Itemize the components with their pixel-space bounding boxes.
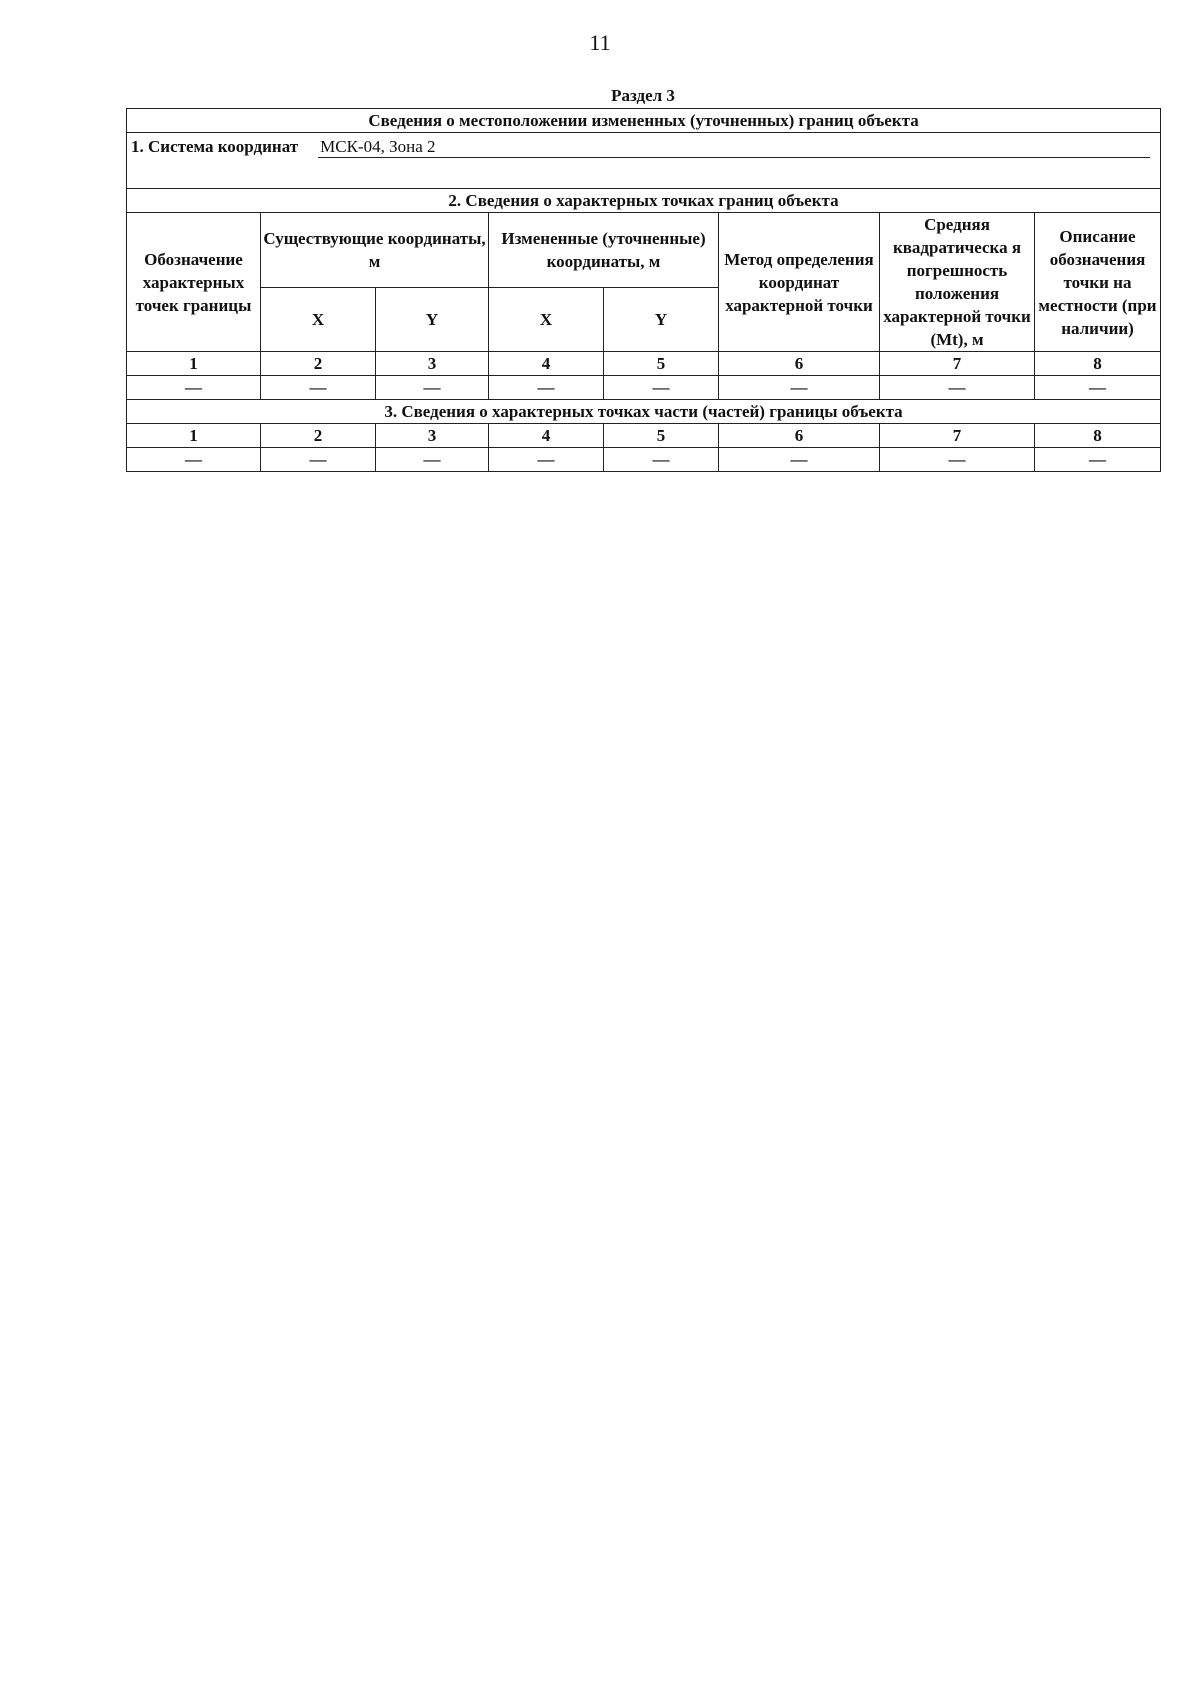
table-cell: — xyxy=(880,448,1035,472)
column-number: 7 xyxy=(880,352,1035,376)
table-cell: — xyxy=(261,376,376,400)
table-cell: — xyxy=(489,448,604,472)
coord-system-label: 1. Система координат xyxy=(131,137,299,156)
subsection2-title: 2. Сведения о характерных точках границ объекта xyxy=(127,189,1161,213)
table-row xyxy=(127,448,1161,472)
table-cell: — xyxy=(880,376,1035,400)
column-number: 2 xyxy=(261,352,376,376)
header-existing-x: X xyxy=(261,288,376,352)
column-number: 3 xyxy=(376,352,489,376)
column-numbers-row xyxy=(127,352,1161,376)
column-number: 4 xyxy=(489,424,604,448)
coord-system-value: МСК-04, Зона 2 xyxy=(318,136,1150,158)
coord-system-cell xyxy=(127,133,1161,189)
header-existing-y: Y xyxy=(376,288,489,352)
table-cell: — xyxy=(1035,376,1161,400)
header-description: Описание обозначения точки на местности (при наличии) xyxy=(1035,213,1161,352)
boundary-coordinates-table xyxy=(126,108,1161,472)
column-number: 8 xyxy=(1035,352,1161,376)
table-cell: — xyxy=(489,376,604,400)
column-number: 4 xyxy=(489,352,604,376)
page-number: 11 xyxy=(589,30,611,55)
column-number: 5 xyxy=(604,352,719,376)
column-numbers-row xyxy=(127,424,1161,448)
table-cell: — xyxy=(376,448,489,472)
table-cell: — xyxy=(719,448,880,472)
header-changed-y: Y xyxy=(604,288,719,352)
table-cell: — xyxy=(127,448,261,472)
header-rmse: Средняя квадратическа я погрешность положения характерной точки (Mt), м xyxy=(880,213,1035,352)
column-number: 1 xyxy=(127,424,261,448)
header-designation: Обозначение характерных точек границы xyxy=(127,213,261,352)
table-cell: — xyxy=(1035,448,1161,472)
table-cell: — xyxy=(604,448,719,472)
column-number: 3 xyxy=(376,424,489,448)
table-cell: — xyxy=(127,376,261,400)
subsection3-title: 3. Сведения о характерных точках части (частей) границы объекта xyxy=(127,400,1161,424)
column-number: 8 xyxy=(1035,424,1161,448)
column-number: 1 xyxy=(127,352,261,376)
table-cell: — xyxy=(261,448,376,472)
column-number: 6 xyxy=(719,352,880,376)
column-number: 6 xyxy=(719,424,880,448)
header-changed-coords: Измененные (уточненные) координаты, м xyxy=(489,213,719,288)
column-number: 7 xyxy=(880,424,1035,448)
column-number: 2 xyxy=(261,424,376,448)
section-title: Раздел 3 xyxy=(611,86,675,105)
table-title: Сведения о местоположении измененных (уточненных) границ объекта xyxy=(127,109,1161,133)
column-number: 5 xyxy=(604,424,719,448)
header-changed-x: X xyxy=(489,288,604,352)
table-cell: — xyxy=(376,376,489,400)
table-cell: — xyxy=(604,376,719,400)
table-row xyxy=(127,376,1161,400)
table-cell: — xyxy=(719,376,880,400)
header-existing-coords: Существующие координаты, м xyxy=(261,213,489,288)
header-method: Метод определения координат характерной точки xyxy=(719,213,880,352)
